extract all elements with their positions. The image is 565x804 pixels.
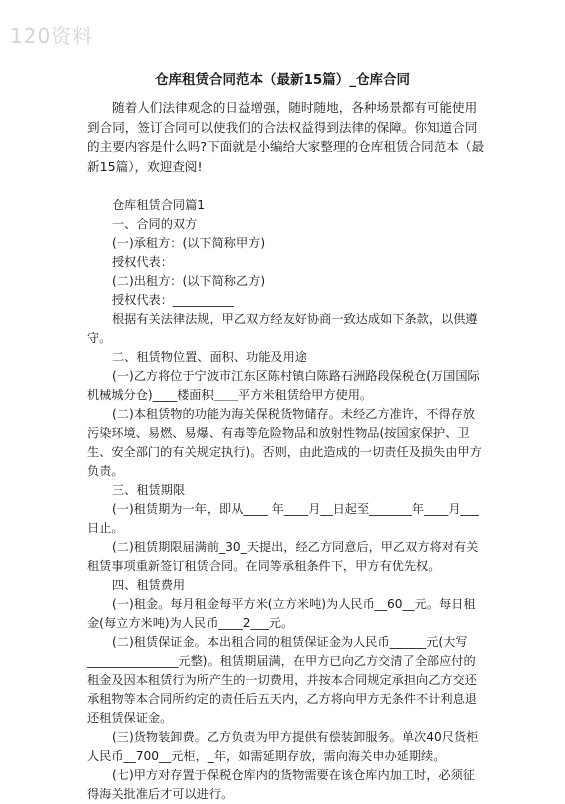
clause-paragraph: (一)租赁期为一年，即从____ 年____月__日起至_______年____月___日止。 [87,502,479,535]
section-heading: 仓库租赁合同篇1 [112,198,206,212]
intro-paragraph: 随着人们法律观念的日益增强，随时随地，各种场景都有可能使用到合同，签订合同可以使我们的合法权益得到法律的保障。你知道合同的主要内容是什么吗?下面就是小编给大家整理的仓库租赁合同范本（最新15篇），欢迎查阅! [87,100,485,174]
clause-paragraph: 根据有关法律法规，甲乙双方经友好协商一致达成如下条款，以供遵守。 [87,312,478,345]
clause-paragraph: (三)货物装卸费。乙方负责为甲方提供有偿装卸服务。单次40尺货柜人民币__700__元柜，_年，如需延期存放，需向海关申办延期续。 [87,730,479,763]
clause-paragraph: (二)租赁期限届满前_30_天提出，经乙方同意后，甲乙双方将对有关租赁事项重新签订租赁合同。在同等承租条件下，甲方有优先权。 [87,540,479,573]
clause-line: 授权代表： [112,255,173,269]
clause-paragraph: (二)本租赁物的功能为海关保税货物储存。未经乙方准许，不得存放污染环境、易燃、易爆、有毒等危险物品和放射性物品(按国家保护、卫生、安全部门的有关规定执行)。否则，由此造成的一切责任及损失由甲方负责。 [87,407,482,478]
clause-heading: 三、租赁期限 [112,483,186,497]
watermark-text: 120资料 [10,24,94,48]
paragraph-gap [87,176,487,196]
clause-paragraph: (一)乙方将位于宁波市江东区陈村镇白陈路石洲路段保税仓(万国国际机械城分仓)____楼面积＿＿平方米租赁给甲方使用。 [87,369,480,402]
clause-heading: 二、租赁物位置、面积、功能及用途 [112,350,307,364]
clause-line: 授权代表：__________ [112,293,234,307]
clause-paragraph: (二)租赁保证金。本出租合同的租赁保证金为人民币______元(大写_______________元整)。租赁期届满，在甲方已向乙方交清了全部应付的租金及因本租赁行为所产生的一切费用，并按本合同规定承担向乙方交还承租物等本合同所约定的责任后五天内，乙方将向甲方无条件不计利息退还租赁保证金。 [87,635,477,725]
clause-heading: 一、合同的双方 [112,217,198,231]
clause-paragraph: (七)甲方对存置于保税仓库内的货物需要在该仓库内加工时，必须征得海关批准后才可以进行。 [87,768,475,801]
clause-paragraph: (一)租金。每月租金每平方米(立方米吨)为人民币__60__元。每日租金(每立方米吨)为人民币____2___元。 [87,597,476,630]
clause-heading: 四、租赁费用 [112,578,186,592]
document-body [87,98,487,804]
clause-line: (一)承租方：(以下简称甲方) [112,236,266,250]
document-title: 仓库租赁合同范本（最新15篇）_仓库合同 [154,72,411,88]
clause-line: (二)出租方：(以下简称乙方) [112,274,266,288]
